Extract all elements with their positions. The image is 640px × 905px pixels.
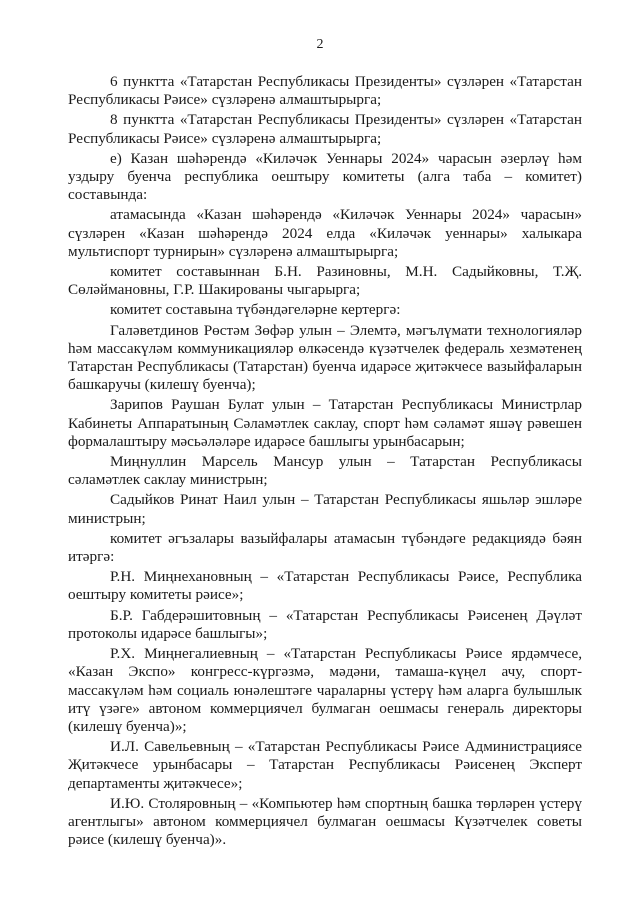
paragraph-4: атамасында «Казан шәһәрендә «Киләчәк Уеннары 2024» чарасын» сүзләрен «Казан шәһәрендә 2024 елда «Киләчәк уеннары» халыкара мультиспорт турнирын» сүзләренә алмаштырырга; (68, 206, 582, 260)
paragraph-13: Б.Р. Габдерәшитовның – «Татарстан Республикасы Рәисенең Дәүләт протоколы идарәсе башлыгы»; (68, 606, 582, 642)
paragraph-12: Р.Н. Миңнехановның – «Татарстан Республикасы Рәисе, Республика оештыру комитеты рәисе»; (68, 568, 582, 604)
paragraph-15: И.Л. Савельевның – «Татарстан Республикасы Рәисе Администрациясе Җитәкчесе урынбасары – Татарстан Республикасы Рәисенең Эксперт департаменты җитәкчесе»; (68, 738, 582, 792)
document-body (68, 73, 582, 851)
paragraph-8: Зарипов Раушан Булат улын – Татарстан Республикасы Министрлар Кабинеты Аппаратының Сәламәтлек саклау, спорт һәм сәламәт яшәү рәвешен формалаштыру мәсьәләләре идарәсе башлыгы урынбасарын; (68, 396, 582, 450)
paragraph-5: комитет составыннан Б.Н. Разиновны, М.Н. Садыйковны, Т.Җ. Сөләймановны, Г.Р. Шакированы чыгарырга; (68, 263, 582, 299)
paragraph-10: Садыйков Ринат Наил улын – Татарстан Республикасы яшьләр эшләре министрын; (68, 491, 582, 527)
paragraph-14: Р.Х. Миңнегалиевның – «Татарстан Республикасы Рәисе ярдәмчесе, «Казан Экспо» конгресс-күргәзмә, мәдәни, тамаша-күңел ачу, спорт-массакүләм һәм социаль юнәлештәге чараларны үстерү һәм аларга булышлык итү үзәге» автоном коммерциячел булмаган оешмасы генераль директоры (килешү буенча)»; (68, 645, 582, 735)
paragraph-6: комитет составына түбәндәгеләрне кертергә: (110, 301, 401, 319)
paragraph-2: 8 пунктта «Татарстан Республикасы Президенты» сүзләрен «Татарстан Республикасы Рәисе» сүзләренә алмаштырырга; (68, 111, 582, 147)
paragraph-3: е) Казан шәһәрендә «Киләчәк Уеннары 2024» чарасын әзерләү һәм уздыру буенча республика оештыру комитеты (алга таба – комитет) составында: (68, 149, 582, 204)
paragraph-11: комитет әгъзалары вазыйфалары атамасын түбәндәге редакциядә бәян итәргә: (68, 529, 582, 566)
paragraph-9: Миңнуллин Марсель Мансур улын – Татарстан Республикасы сәламәтлек саклау министрын; (68, 453, 582, 489)
paragraph-16: И.Ю. Столяровның – «Компьютер һәм спортның башка төрләрен үстерү агентлыгы» автоном коммерциячел булмаган оешмасы Күзәтчелек советы рәисе (килешү буенча)». (68, 794, 582, 849)
paragraph-7: Галәветдинов Рөстәм Зөфәр улын – Элемтә, мәгълүмати технологияләр һәм массакүләм коммуникацияләр өлкәсендә күзәтчелек федераль хезмәтенең Татарстан Республикасы (Татарстан) буенча идарәсе җитәкчесе вазыйфаларын башкаручы (килешү буенча); (68, 321, 582, 394)
paragraph-1: 6 пунктта «Татарстан Республикасы Президенты» сүзләрен «Татарстан Республикасы Рәисе» сүзләренә алмаштырырга; (68, 73, 582, 109)
page-number: 2 (316, 37, 324, 52)
